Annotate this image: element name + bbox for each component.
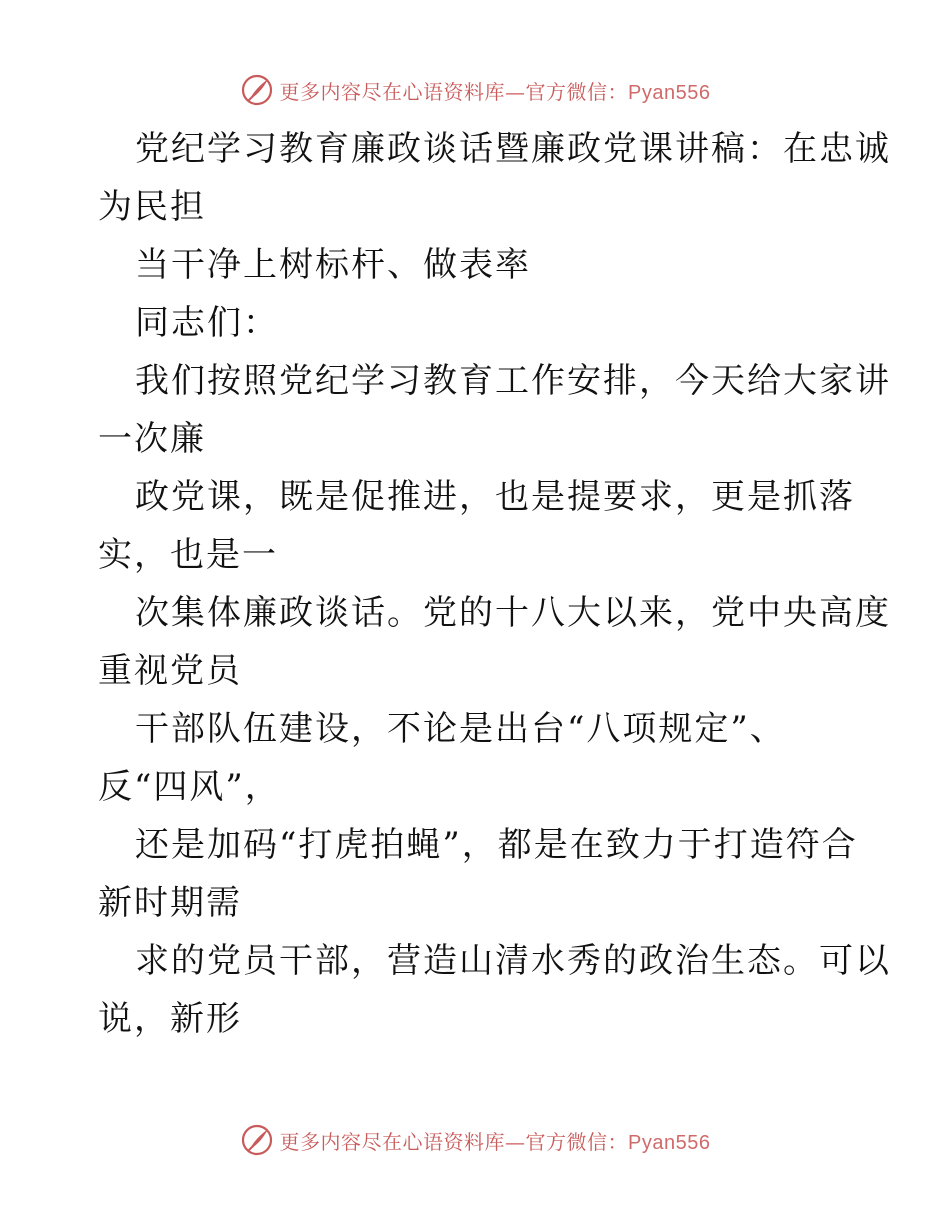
document-line: 干部队伍建设，不论是出台“八项规定”、: [135, 709, 786, 749]
watermark-wechat-id: Pyan556: [628, 1131, 711, 1154]
document-line: 一次廉: [98, 419, 206, 459]
document-body: [98, 120, 891, 1048]
document-line: 同志们：: [135, 303, 279, 343]
document-line: 为民担: [98, 187, 206, 227]
document-line: 我们按照党纪学习教育工作安排，今天给大家讲: [135, 361, 891, 401]
document-line: 还是加码“打虎拍蝇”，都是在致力于打造符合: [135, 825, 858, 865]
watermark-text: 更多内容尽在心语资料库—官方微信：Pyan556: [279, 1129, 711, 1154]
document-line: 重视党员: [98, 651, 242, 691]
document-line: 政党课，既是促推进，也是提要求，更是抓落: [135, 477, 855, 517]
document-line: 反“四风”，: [98, 767, 281, 807]
document-line: 当干净上树标杆、做表率: [135, 245, 531, 285]
document-line: 实，也是一: [98, 535, 278, 575]
document-line: 新时期需: [98, 883, 242, 923]
watermark-wechat-id: Pyan556: [628, 81, 711, 104]
watermark-text: 更多内容尽在心语资料库—官方微信：Pyan556: [279, 79, 711, 104]
header-watermark: [0, 70, 950, 110]
footer-watermark: [0, 1120, 950, 1160]
quill-circle-logo-icon: [240, 73, 274, 107]
document-line: 说，新形: [98, 999, 242, 1039]
document-line: 党纪学习教育廉政谈话暨廉政党课讲稿：在忠诚: [135, 129, 891, 169]
document-line: 求的党员干部，营造山清水秀的政治生态。可以: [135, 941, 891, 981]
quill-circle-logo-icon: [240, 1123, 274, 1157]
document-line: 次集体廉政谈话。党的十八大以来，党中央高度: [135, 593, 891, 633]
